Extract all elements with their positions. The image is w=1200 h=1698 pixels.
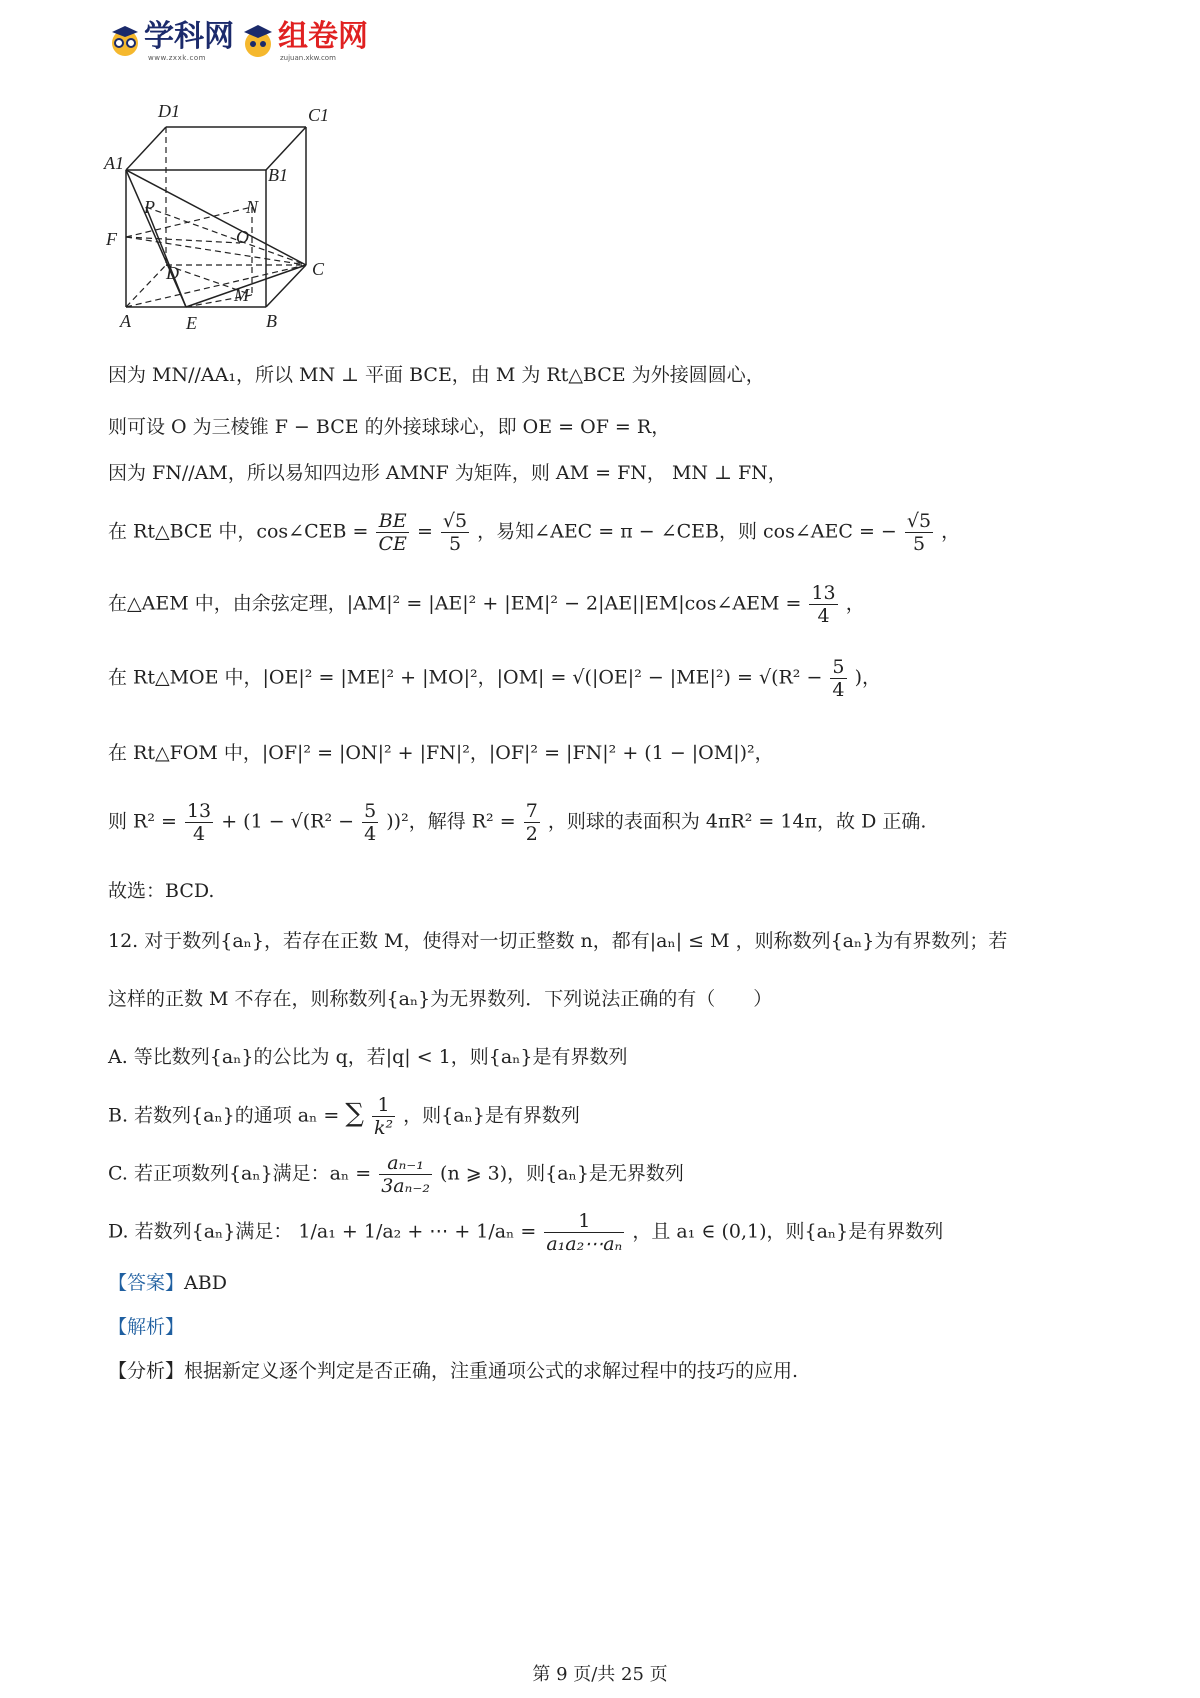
cube-figure xyxy=(100,95,350,340)
logo1-text: 学科网 xyxy=(144,19,234,54)
fenxi-text: 根据新定义逐个判定是否正确，注重通项公式的求解过程中的技巧的应用. xyxy=(184,1360,799,1382)
sum-symbol: ∑ xyxy=(345,1098,364,1129)
label-M: M xyxy=(234,285,249,305)
label-A1: A1 xyxy=(104,153,124,173)
frac-5-4: $\frac{5}{4}$ xyxy=(832,656,845,701)
l6-text-a: 在 Rt△MOE 中，|OE|² = |ME|² + |MO|²，|OM| = √(|OE|² − |ME|²) = xyxy=(108,666,759,689)
solution-line-8: 则 R² = $\frac{13}{4}$ + (1 − √(R² − $\frac{5}{4}$ ))²，解得 R² = $\frac{7}{2}$ ，则球的表面积为 4πR² = 14π，故 D 正确. xyxy=(108,800,927,845)
label-P: P xyxy=(144,197,155,217)
label-C1: C1 xyxy=(308,105,330,125)
solution-line-2: 则可设 O 为三棱锥 F − BCE 的外接球球心，即 OE = OF = R， xyxy=(108,416,671,438)
option-b: B. 若数列{aₙ}的通项 aₙ = ∑ $\frac{1}{\text{k²}}$ ，则{aₙ}是有界数列 xyxy=(108,1094,580,1139)
frac-13-4: $\frac{13}{4}$ xyxy=(811,582,836,627)
answer-value: ABD xyxy=(184,1272,227,1294)
option-d: D. 若数列{aₙ}满足： 1/a₁ + 1/a₂ + ⋯ + 1/aₙ = $\frac{1}{\text{a₁a₂⋯aₙ}}$ ，且 a₁ ∈ (0,1)，则{aₙ}是有界数列 xyxy=(108,1210,944,1255)
frac-7-2: $\frac{7}{2}$ xyxy=(525,800,538,845)
zujuan-logo-icon xyxy=(240,22,276,60)
solution-line-5: 在△AEM 中，由余弦定理，|AM|² = |AE|² + |EM|² − 2|AE||EM|cos∠AEM = $\frac{13}{4}$ ， xyxy=(108,582,865,627)
frac-1-k2: $\frac{1}{\text{k²}}$ xyxy=(373,1094,394,1139)
header-logos xyxy=(108,20,398,70)
label-N: N xyxy=(246,197,259,217)
frac-recurrence: $\frac{\text{aₙ₋₁}}{\text{3aₙ₋₂}}$ xyxy=(381,1152,430,1197)
option-a: A. 等比数列{aₙ}的公比为 q，若|q| < 1，则{aₙ}是有界数列 xyxy=(108,1046,628,1068)
frac-sqrt5-5: $\frac{√5}{5}$ xyxy=(442,510,468,555)
label-D: D xyxy=(166,263,179,283)
logo1-sub: www.zxxk.com xyxy=(148,54,206,62)
label-F: F xyxy=(106,229,117,249)
l4-text-f: ，易知∠AEC = π − ∠CEB，则 cos∠AEC = − xyxy=(477,520,897,543)
solution-line-6: 在 Rt△MOE 中，|OE|² = |ME|² + |MO|²，|OM| = √(|OE|² − |ME|²) = √(R² − $\frac{5}{4}$ )， xyxy=(108,656,881,701)
solution-line-1: 因为 MN//AA₁，所以 MN ⊥ 平面 BCE，由 M 为 Rt△BCE 为外接圆圆心， xyxy=(108,364,765,386)
l4-text-a: 在 Rt△BCE 中，cos∠CEB = xyxy=(108,520,369,543)
logo2-sub: zujuan.xkw.com xyxy=(280,54,336,62)
logo2-text: 组卷网 xyxy=(278,19,368,54)
solution-conclusion: 故选：BCD. xyxy=(108,880,215,902)
solution-line-3: 因为 FN//AM，所以易知四边形 AMNF 为矩阵，则 AM = FN， MN ⊥ FN， xyxy=(108,462,787,484)
question-12-line-1: 12. 对于数列{aₙ}，若存在正数 M，使得对一切正整数 n，都有|aₙ| ≤ M ，则称数列{aₙ}为有界数列；若 xyxy=(108,930,1008,952)
label-B: B xyxy=(266,311,277,331)
label-A: A xyxy=(120,311,131,331)
solution-line-7: 在 Rt△FOM 中，|OF|² = |ON|² + |FN|²，|OF|² = |FN|² + (1 − |OM|)²， xyxy=(108,742,774,764)
label-E: E xyxy=(186,313,197,333)
label-O: O xyxy=(236,227,249,247)
label-C: C xyxy=(312,259,325,279)
l5-text-a: 在△AEM 中，由余弦定理，|AM|² = |AE|² + |EM|² − 2|AE||EM|cos∠AEM = xyxy=(108,592,802,615)
label-B1: B1 xyxy=(268,165,288,185)
option-c: C. 若正项数列{aₙ}满足：aₙ = $\frac{\text{aₙ₋₁}}{\text{3aₙ₋₂}}$ (n ⩾ 3)，则{aₙ}是无界数列 xyxy=(108,1152,684,1197)
fenxi-tag: 【分析】 xyxy=(108,1360,185,1382)
solution-line-4: 在 Rt△BCE 中，cos∠CEB = $\frac{BE}{CE}$ = $\frac{√5}{5}$ ，易知∠AEC = π − ∠CEB，则 cos∠AEC = − $\frac{√5}{5}$ ， xyxy=(108,510,961,555)
answer-tag: 【答案】 xyxy=(108,1272,185,1294)
answer-line xyxy=(108,1270,227,1296)
frac-1-product: $\frac{1}{\text{a₁a₂⋯aₙ}}$ xyxy=(546,1210,623,1255)
page-footer: 第 9 页/共 25 页 xyxy=(532,1664,668,1685)
label-D1: D1 xyxy=(158,101,180,121)
fenxi-line xyxy=(108,1358,798,1384)
frac-be-ce: $\frac{BE}{CE}$ xyxy=(378,510,407,555)
question-12-line-2: 这样的正数 M 不存在，则称数列{aₙ}为无界数列．下列说法正确的有（ ） xyxy=(108,988,773,1010)
frac-13-4-b: $\frac{13}{4}$ xyxy=(186,800,212,845)
frac-sqrt5-5-b: $\frac{√5}{5}$ xyxy=(906,510,932,555)
zxxk-logo-icon xyxy=(108,24,142,58)
frac-5-4-b: $\frac{5}{4}$ xyxy=(364,800,377,845)
analysis-tag: 【解析】 xyxy=(108,1316,185,1338)
